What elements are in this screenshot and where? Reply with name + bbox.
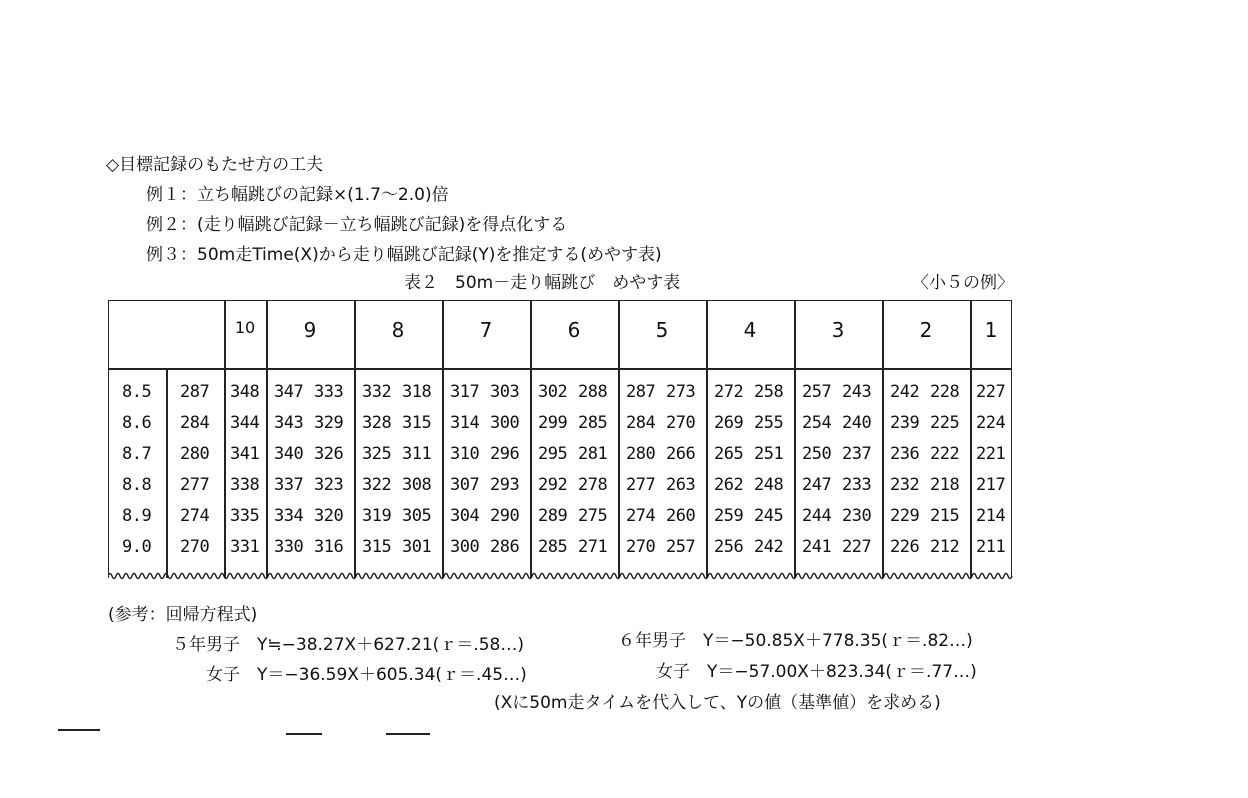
distance-cell: 316 [314, 537, 344, 557]
distance-cell: 269 [714, 413, 744, 433]
distance-cell: 329 [314, 413, 344, 433]
distance-cell: 340 [274, 444, 304, 464]
distance-cell: 270 [626, 537, 656, 557]
score-header-2: 2 [919, 318, 933, 342]
distance-cell: 237 [842, 444, 872, 464]
distance-cell: 242 [754, 537, 784, 557]
grade6-girls-equation: 女子 Y＝−57.00X＋823.34(ｒ＝.77…) [656, 662, 977, 682]
distance-cell: 265 [714, 444, 744, 464]
distance-cell: 272 [714, 382, 744, 402]
distance-cell: 328 [362, 413, 392, 433]
time-cell: 8.8 [122, 475, 152, 495]
distance-cell: 214 [976, 506, 1006, 526]
column-divider [166, 368, 168, 578]
distance-cell: 331 [230, 537, 260, 557]
distance-cell: 217 [976, 475, 1006, 495]
distance-cell: 301 [402, 537, 432, 557]
distance-cell: 338 [230, 475, 260, 495]
time-cell: 8.7 [122, 444, 152, 464]
table-caption: 表２ 50m－走り幅跳び めやす表 [404, 273, 681, 293]
distance-cell: 255 [754, 413, 784, 433]
distance-cell: 326 [314, 444, 344, 464]
score-header-9: 9 [303, 318, 317, 342]
distance-cell: 302 [538, 382, 568, 402]
distance-cell: 315 [402, 413, 432, 433]
distance-cell: 280 [180, 444, 210, 464]
distance-cell: 300 [450, 537, 480, 557]
distance-cell: 270 [666, 413, 696, 433]
table-note: 〈小５の例〉 [912, 273, 1014, 293]
grade5-girls-equation: 女子 Y＝−36.59X＋605.34(ｒ＝.45…) [206, 665, 527, 685]
distance-cell: 225 [930, 413, 960, 433]
time-cell: 9.0 [122, 537, 152, 557]
distance-cell: 317 [450, 382, 480, 402]
distance-cell: 304 [450, 506, 480, 526]
distance-cell: 274 [180, 506, 210, 526]
distance-cell: 229 [890, 506, 920, 526]
distance-cell: 323 [314, 475, 344, 495]
distance-cell: 311 [402, 444, 432, 464]
distance-cell: 215 [930, 506, 960, 526]
distance-cell: 226 [890, 537, 920, 557]
distance-cell: 288 [578, 382, 608, 402]
distance-cell: 251 [754, 444, 784, 464]
distance-cell: 260 [666, 506, 696, 526]
distance-cell: 236 [890, 444, 920, 464]
distance-cell: 227 [976, 382, 1006, 402]
example-1: 例１：立ち幅跳びの記録×(1.7～2.0)倍 [146, 185, 449, 205]
distance-cell: 319 [362, 506, 392, 526]
score-header-6: 6 [567, 318, 581, 342]
score-header-5: 5 [655, 318, 669, 342]
column-divider [224, 300, 226, 578]
distance-cell: 257 [802, 382, 832, 402]
distance-cell: 295 [538, 444, 568, 464]
distance-cell: 334 [274, 506, 304, 526]
distance-cell: 332 [362, 382, 392, 402]
distance-cell: 284 [626, 413, 656, 433]
distance-cell: 248 [754, 475, 784, 495]
distance-cell: 218 [930, 475, 960, 495]
distance-cell: 341 [230, 444, 260, 464]
distance-cell: 257 [666, 537, 696, 557]
distance-cell: 300 [490, 413, 520, 433]
section-heading: ◇目標記録のもたせ方の工夫 [106, 155, 324, 175]
distance-cell: 281 [578, 444, 608, 464]
distance-cell: 277 [180, 475, 210, 495]
header-divider [108, 368, 1012, 370]
distance-cell: 292 [538, 475, 568, 495]
distance-cell: 228 [930, 382, 960, 402]
distance-cell: 285 [578, 413, 608, 433]
distance-cell: 347 [274, 382, 304, 402]
distance-cell: 232 [890, 475, 920, 495]
distance-cell: 310 [450, 444, 480, 464]
score-header-3: 3 [831, 318, 845, 342]
reference-label: (参考：回帰方程式) [108, 605, 258, 625]
distance-cell: 296 [490, 444, 520, 464]
distance-cell: 247 [802, 475, 832, 495]
distance-cell: 211 [976, 537, 1006, 557]
grade6-boys-equation: ６年男子 Y＝−50.85X＋778.35(ｒ＝.82…) [618, 631, 973, 651]
distance-cell: 284 [180, 413, 210, 433]
distance-cell: 275 [578, 506, 608, 526]
distance-cell: 333 [314, 382, 344, 402]
distance-cell: 322 [362, 475, 392, 495]
distance-cell: 271 [578, 537, 608, 557]
distance-cell: 240 [842, 413, 872, 433]
distance-cell: 289 [538, 506, 568, 526]
distance-cell: 273 [666, 382, 696, 402]
distance-cell: 239 [890, 413, 920, 433]
distance-cell: 221 [976, 444, 1006, 464]
distance-cell: 222 [930, 444, 960, 464]
time-cell: 8.5 [122, 382, 152, 402]
distance-cell: 274 [626, 506, 656, 526]
distance-cell: 270 [180, 537, 210, 557]
distance-cell: 266 [666, 444, 696, 464]
distance-cell: 242 [890, 382, 920, 402]
distance-cell: 224 [976, 413, 1006, 433]
reference-footnote: (Xに50m走タイムを代入して、Yの値（基準値）を求める) [494, 693, 941, 713]
distance-cell: 262 [714, 475, 744, 495]
distance-cell: 259 [714, 506, 744, 526]
distance-cell: 258 [754, 382, 784, 402]
distance-cell: 335 [230, 506, 260, 526]
distance-cell: 286 [490, 537, 520, 557]
distance-cell: 348 [230, 382, 260, 402]
distance-cell: 212 [930, 537, 960, 557]
distance-cell: 227 [842, 537, 872, 557]
distance-cell: 250 [802, 444, 832, 464]
distance-cell: 330 [274, 537, 304, 557]
distance-cell: 290 [490, 506, 520, 526]
distance-cell: 299 [538, 413, 568, 433]
distance-cell: 277 [626, 475, 656, 495]
table-wavy-bottom [108, 569, 1014, 583]
distance-cell: 314 [450, 413, 480, 433]
distance-cell: 254 [802, 413, 832, 433]
distance-cell: 230 [842, 506, 872, 526]
time-cell: 8.6 [122, 413, 152, 433]
distance-cell: 245 [754, 506, 784, 526]
distance-cell: 318 [402, 382, 432, 402]
grade5-boys-equation: ５年男子 Y≒−38.27X＋627.21(ｒ＝.58…) [172, 635, 524, 655]
distance-cell: 325 [362, 444, 392, 464]
distance-cell: 293 [490, 475, 520, 495]
distance-cell: 315 [362, 537, 392, 557]
distance-cell: 278 [578, 475, 608, 495]
distance-cell: 303 [490, 382, 520, 402]
stray-mark [286, 733, 322, 735]
distance-cell: 343 [274, 413, 304, 433]
distance-cell: 305 [402, 506, 432, 526]
score-header-8: 8 [391, 318, 405, 342]
distance-cell: 285 [538, 537, 568, 557]
distance-cell: 344 [230, 413, 260, 433]
distance-cell: 287 [180, 382, 210, 402]
distance-cell: 263 [666, 475, 696, 495]
distance-cell: 287 [626, 382, 656, 402]
distance-cell: 241 [802, 537, 832, 557]
distance-cell: 308 [402, 475, 432, 495]
score-header-10: 10 [234, 318, 256, 337]
example-3: 例３：50m走Time(X)から走り幅跳び記録(Y)を推定する(めやす表) [146, 245, 662, 265]
distance-cell: 243 [842, 382, 872, 402]
distance-cell: 307 [450, 475, 480, 495]
distance-cell: 244 [802, 506, 832, 526]
stray-mark [58, 729, 100, 731]
time-cell: 8.9 [122, 506, 152, 526]
score-header-1: 1 [984, 318, 998, 342]
stray-mark [386, 733, 430, 735]
distance-cell: 233 [842, 475, 872, 495]
distance-cell: 256 [714, 537, 744, 557]
score-header-7: 7 [479, 318, 493, 342]
distance-cell: 320 [314, 506, 344, 526]
score-header-4: 4 [743, 318, 757, 342]
distance-cell: 280 [626, 444, 656, 464]
example-2: 例２：(走り幅跳び記録－立ち幅跳び記録)を得点化する [146, 215, 568, 235]
distance-cell: 337 [274, 475, 304, 495]
